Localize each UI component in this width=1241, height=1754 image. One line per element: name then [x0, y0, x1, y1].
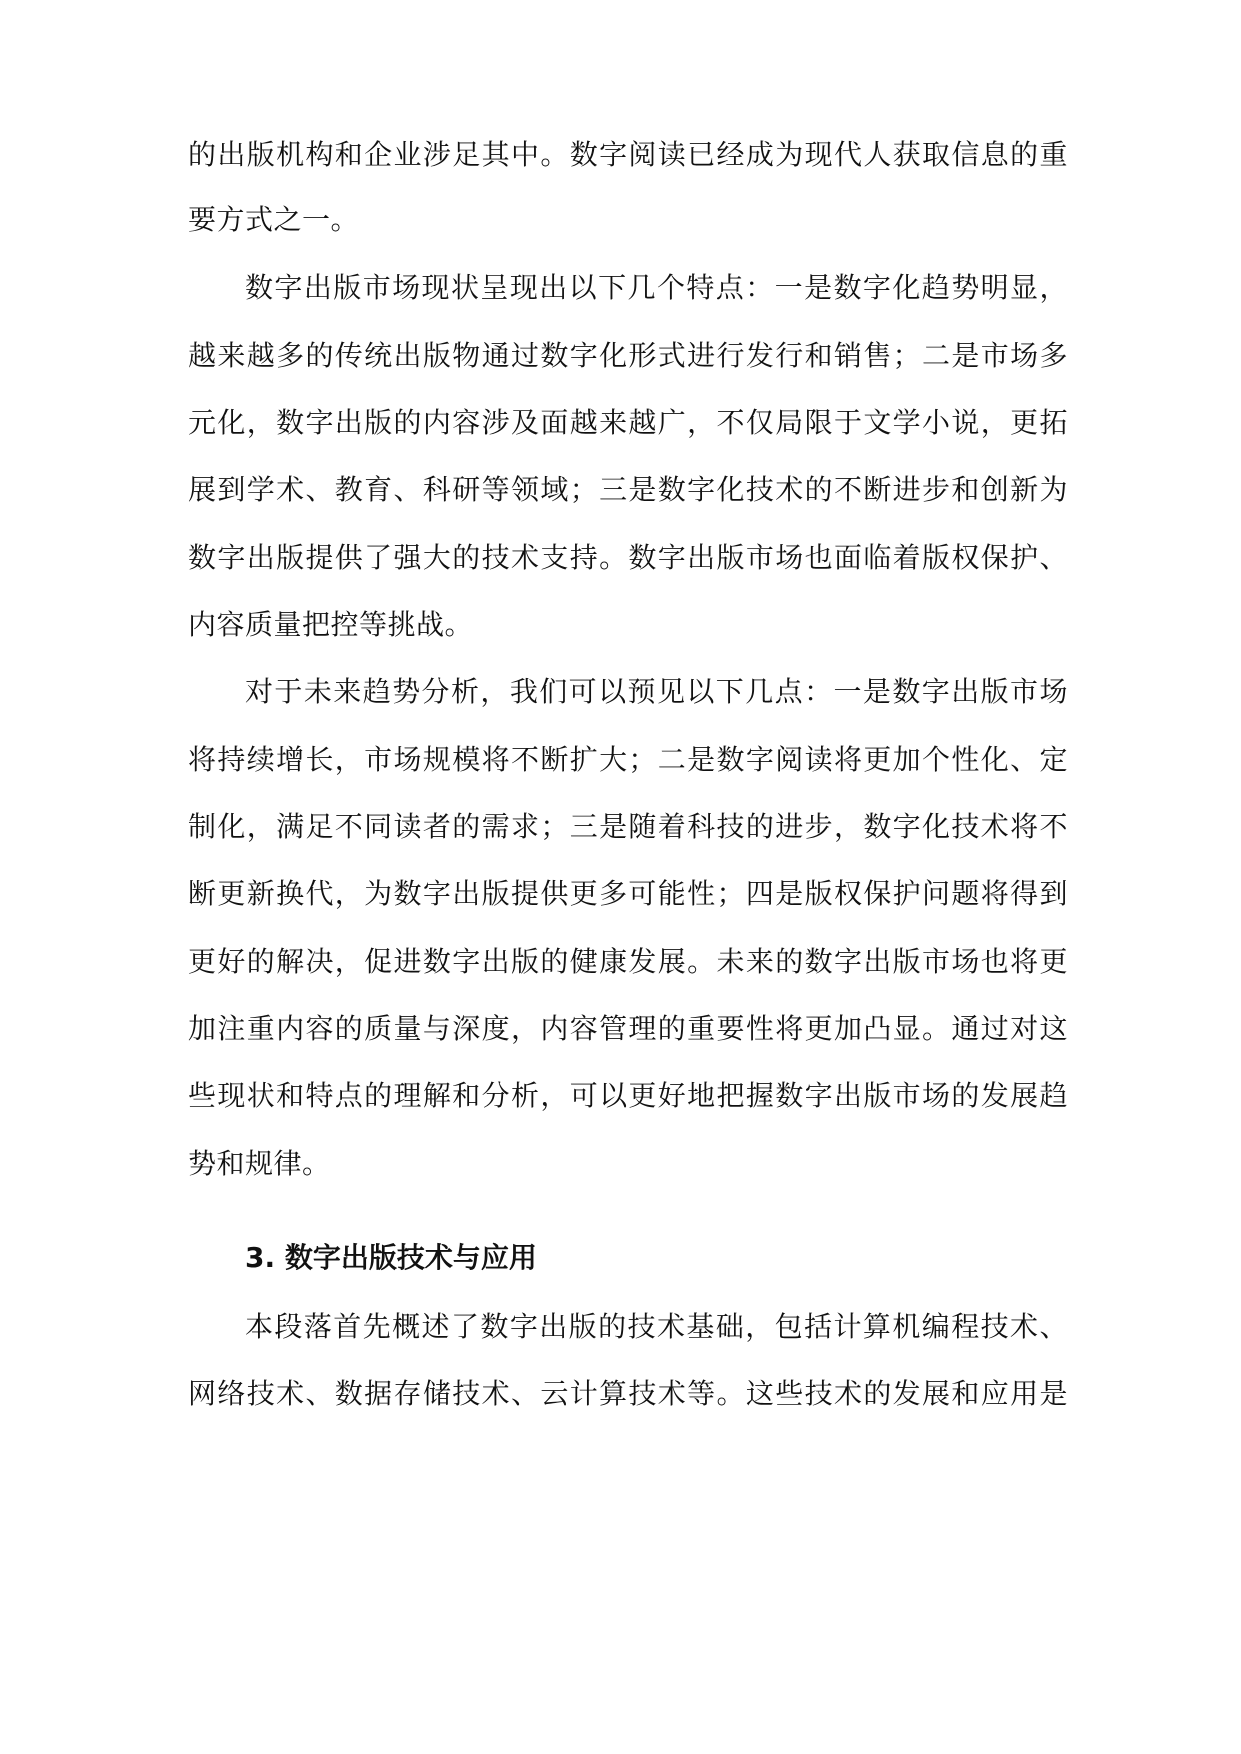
- paragraph-line: 数字出版提供了强大的技术支持。数字出版市场也面临着版权保护、: [188, 541, 1068, 574]
- paragraph-line: 内容质量把控等挑战。: [188, 608, 474, 641]
- paragraph-line: 制化，满足不同读者的需求；三是随着科技的进步，数字化技术将不: [188, 810, 1068, 843]
- paragraph-line: 更好的解决，促进数字出版的健康发展。未来的数字出版市场也将更: [188, 945, 1068, 978]
- paragraph-line: 元化，数字出版的内容涉及面越来越广，不仅局限于文学小说，更拓: [188, 406, 1068, 439]
- paragraph-line: 的出版机构和企业涉足其中。数字阅读已经成为现代人获取信息的重: [188, 138, 1068, 171]
- paragraph-line: 展到学术、教育、科研等领域；三是数字化技术的不断进步和创新为: [188, 473, 1068, 506]
- paragraph-line: 些现状和特点的理解和分析，可以更好地把握数字出版市场的发展趋: [188, 1079, 1068, 1112]
- paragraph-line: 越来越多的传统出版物通过数字化形式进行发行和销售；二是市场多: [188, 339, 1068, 372]
- paragraph-line: 要方式之一。: [188, 203, 360, 236]
- paragraph-line: 断更新换代，为数字出版提供更多可能性；四是版权保护问题将得到: [188, 877, 1068, 910]
- paragraph-line: 数字出版市场现状呈现出以下几个特点：一是数字化趋势明显，: [245, 271, 1068, 304]
- paragraph-line: 本段落首先概述了数字出版的技术基础，包括计算机编程技术、: [245, 1310, 1068, 1343]
- paragraph-line: 势和规律。: [188, 1147, 331, 1180]
- section-heading: 3. 数字出版技术与应用: [245, 1241, 537, 1274]
- paragraph-line: 加注重内容的质量与深度，内容管理的重要性将更加凸显。通过对这: [188, 1012, 1068, 1045]
- paragraph-line: 将持续增长，市场规模将不断扩大；二是数字阅读将更加个性化、定: [188, 743, 1068, 776]
- paragraph-line: 网络技术、数据存储技术、云计算技术等。这些技术的发展和应用是: [188, 1377, 1068, 1410]
- paragraph-line: 对于未来趋势分析，我们可以预见以下几点：一是数字出版市场: [245, 675, 1068, 708]
